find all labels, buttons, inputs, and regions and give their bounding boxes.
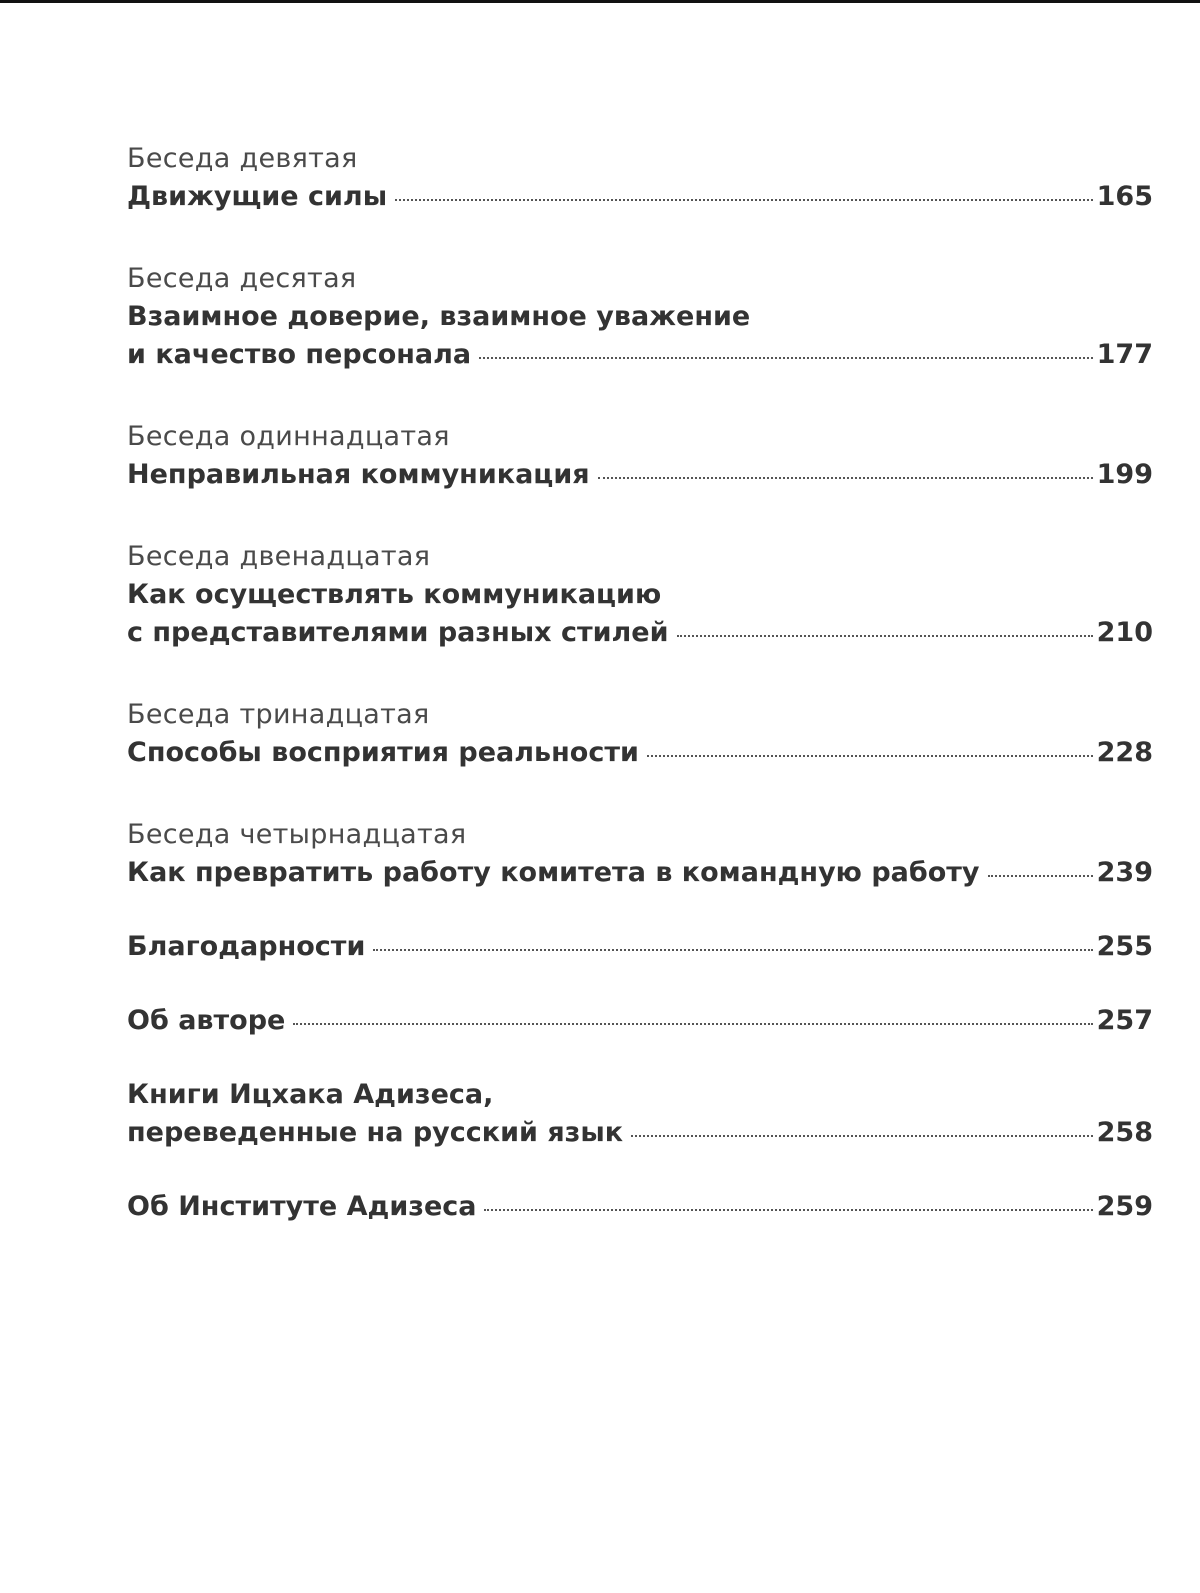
toc-title-line: Книги Ицхака Адизеса, [127, 1079, 494, 1110]
dot-leader [631, 1135, 1093, 1137]
toc-entry-institute[interactable] [127, 1188, 1153, 1226]
toc-title-row [127, 178, 1153, 216]
toc-entry-13[interactable] [127, 696, 1153, 772]
dot-leader [293, 1023, 1092, 1025]
toc-title: Движущие силы [127, 181, 388, 212]
toc-title-row [127, 734, 1153, 772]
page-number: 228 [1096, 737, 1153, 768]
toc-entry-about-author[interactable] [127, 1002, 1153, 1040]
toc-title: Как превратить работу комитета в командную работу [127, 857, 980, 888]
conversation-label: Беседа четырнадцатая [127, 819, 467, 850]
toc-entry-books[interactable] [127, 1076, 1153, 1152]
dot-leader [677, 635, 1093, 637]
page-number: 258 [1096, 1117, 1153, 1148]
page-number: 165 [1096, 181, 1153, 212]
toc-title: и качество персонала [127, 339, 472, 370]
dot-leader [395, 199, 1093, 201]
toc-title-row [127, 1002, 1153, 1040]
page-number: 177 [1096, 339, 1153, 370]
top-border-line [0, 0, 1200, 3]
conversation-label: Беседа одиннадцатая [127, 421, 450, 452]
toc-title-row [127, 854, 1153, 892]
dot-leader [484, 1209, 1092, 1211]
conversation-label: Беседа двенадцатая [127, 541, 431, 572]
toc-entry-14[interactable] [127, 816, 1153, 892]
toc-title-row [127, 928, 1153, 966]
conversation-label: Беседа девятая [127, 143, 358, 174]
page-number: 210 [1096, 617, 1153, 648]
page-number: 257 [1096, 1005, 1153, 1036]
page-number: 199 [1096, 459, 1153, 490]
toc-entry-acknowledgements[interactable] [127, 928, 1153, 966]
toc-entry-11[interactable] [127, 418, 1153, 494]
toc-title-row [127, 1114, 1153, 1152]
dot-leader [598, 477, 1093, 479]
toc-entry-12[interactable] [127, 538, 1153, 652]
table-of-contents [127, 140, 1153, 1262]
page-number: 239 [1096, 857, 1153, 888]
dot-leader [647, 755, 1093, 757]
page-number: 255 [1096, 931, 1153, 962]
toc-entry-10[interactable] [127, 260, 1153, 374]
toc-title-row [127, 456, 1153, 494]
toc-title-line: Взаимное доверие, взаимное уважение [127, 301, 751, 332]
conversation-label: Беседа тринадцатая [127, 699, 430, 730]
toc-title-line: Как осуществлять коммуникацию [127, 579, 662, 610]
dot-leader [373, 949, 1092, 951]
toc-entry-9[interactable] [127, 140, 1153, 216]
toc-title-row [127, 1188, 1153, 1226]
toc-title: Неправильная коммуникация [127, 459, 590, 490]
toc-title: переведенные на русский язык [127, 1117, 624, 1148]
conversation-label: Беседа десятая [127, 263, 357, 294]
toc-title-row [127, 614, 1153, 652]
toc-title: Об Институте Адизеса [127, 1191, 477, 1222]
toc-title: Способы восприятия реальности [127, 737, 639, 768]
dot-leader [988, 875, 1093, 877]
page-number: 259 [1096, 1191, 1153, 1222]
toc-title-row [127, 336, 1153, 374]
toc-title: Об авторе [127, 1005, 286, 1036]
dot-leader [479, 357, 1093, 359]
toc-title: с представителями разных стилей [127, 617, 669, 648]
toc-title: Благодарности [127, 931, 366, 962]
